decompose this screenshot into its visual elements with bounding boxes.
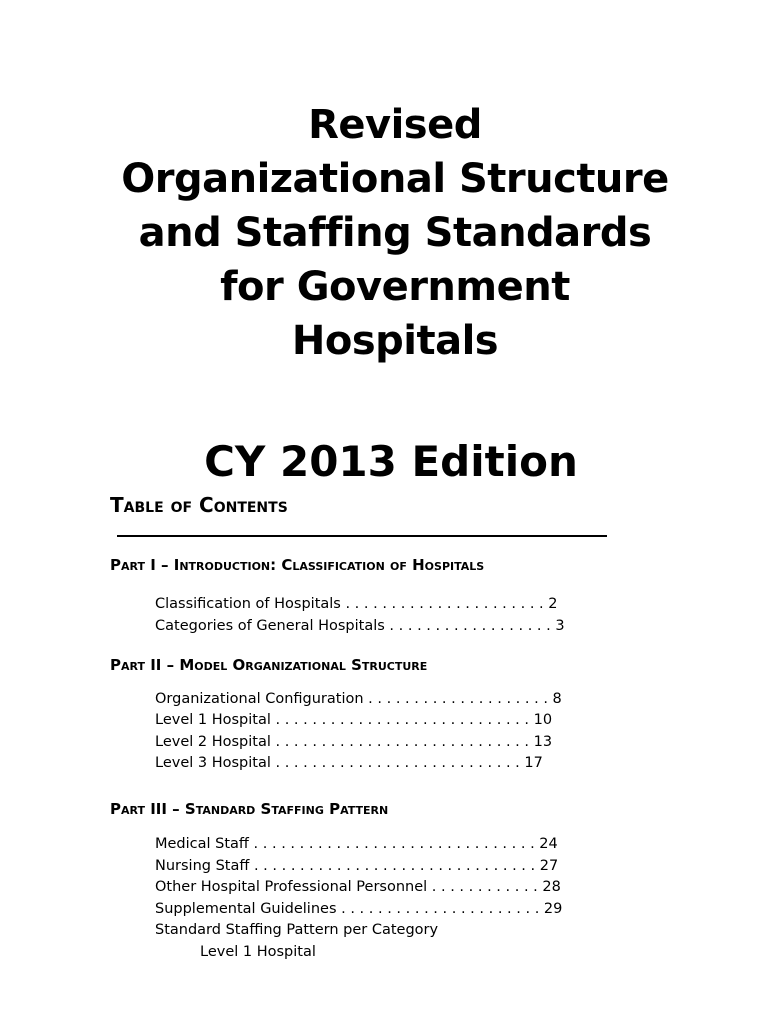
toc-heading: Table of Contents [110,493,288,517]
title-line: for Government [220,264,570,310]
toc-entry: Categories of General Hospitals . . . . . . . . . . . . . . . . . . 3 [155,618,565,634]
edition-label: CY 2013 Edition [204,437,578,486]
toc-entry: Classification of Hospitals . . . . . . . . . . . . . . . . . . . . . . 2 [155,596,558,612]
title-line: and Staffing Standards [138,210,652,256]
toc-entry: Other Hospital Professional Personnel . . . . . . . . . . . . 28 [155,879,561,895]
title-line: Revised [308,102,482,148]
part-heading: Part II – Model Organizational Structure [110,656,428,674]
toc-entry: Level 1 Hospital . . . . . . . . . . . . . . . . . . . . . . . . . . . . 10 [155,712,553,728]
toc-entry: Standard Staffing Pattern per Category [155,922,439,938]
title-line: Organizational Structure [121,156,669,202]
toc-entry: Organizational Configuration . . . . . . . . . . . . . . . . . . . . 8 [155,691,562,707]
toc-entry: Supplemental Guidelines . . . . . . . . . . . . . . . . . . . . . . 29 [155,901,563,917]
toc-entry: Level 3 Hospital . . . . . . . . . . . . . . . . . . . . . . . . . . . 17 [155,755,543,771]
title-line: Hospitals [291,318,499,364]
document-title [0,98,768,368]
toc-entry: Nursing Staff . . . . . . . . . . . . . . . . . . . . . . . . . . . . . . . 27 [155,858,559,874]
part-heading: Part I – Introduction: Classification of Hospitals [110,556,485,574]
toc-entry: Medical Staff . . . . . . . . . . . . . . . . . . . . . . . . . . . . . . . 24 [155,836,558,852]
toc-subentry: Level 1 Hospital [200,944,316,960]
toc-divider [117,535,607,537]
toc-entry: Level 2 Hospital . . . . . . . . . . . . . . . . . . . . . . . . . . . . 13 [155,734,553,750]
part-heading: Part III – Standard Staffing Pattern [110,800,389,818]
